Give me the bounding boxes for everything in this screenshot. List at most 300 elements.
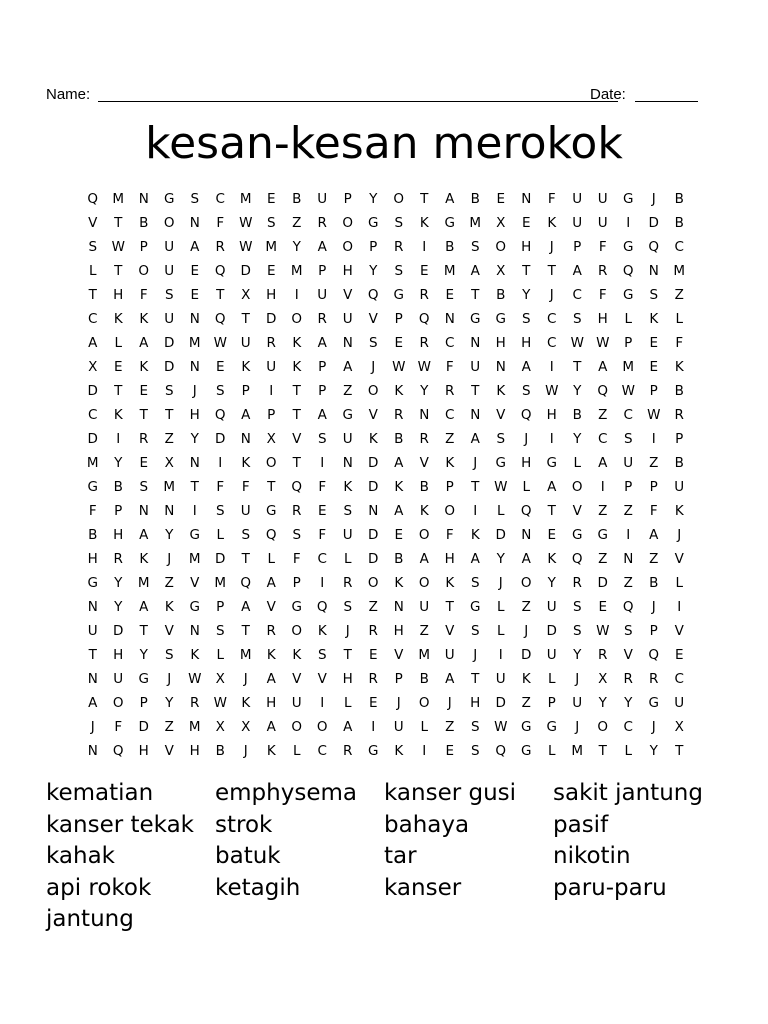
grid-letter: P — [649, 479, 658, 495]
grid-letter: B — [292, 191, 302, 207]
grid-letter: N — [495, 359, 506, 375]
grid-letter: I — [498, 647, 503, 663]
grid-letter: V — [496, 407, 506, 423]
grid-letter: I — [549, 431, 554, 447]
grid-letter: Z — [598, 407, 608, 423]
grid-letter: X — [215, 719, 225, 735]
grid-letter: U — [342, 311, 353, 327]
grid-letter: J — [243, 743, 248, 759]
grid-letter: U — [291, 695, 302, 711]
grid-letter: I — [116, 431, 121, 447]
grid-letter: M — [239, 647, 252, 663]
puzzle-title: kesan-kesan merokok — [145, 118, 623, 169]
grid-letter: L — [522, 479, 531, 495]
grid-letter: T — [241, 623, 250, 639]
grid-letter: E — [368, 647, 378, 663]
grid-letter: H — [342, 263, 353, 279]
grid-letter: Y — [369, 191, 378, 207]
grid-letter: K — [241, 359, 251, 375]
grid-letter: B — [496, 287, 506, 303]
grid-letter: M — [622, 359, 635, 375]
grid-letter: T — [471, 479, 480, 495]
grid-letter: T — [547, 503, 556, 519]
grid-letter: H — [342, 671, 353, 687]
name-field-line — [98, 101, 618, 102]
grid-letter: U — [597, 191, 608, 207]
grid-letter: U — [266, 359, 277, 375]
grid-letter: R — [394, 239, 404, 255]
grid-letter: O — [265, 455, 277, 471]
grid-letter: C — [445, 335, 455, 351]
grid-letter: L — [88, 263, 97, 279]
grid-letter: A — [88, 335, 98, 351]
grid-letter: L — [496, 599, 505, 615]
grid-letter: Q — [648, 647, 660, 663]
grid-letter: S — [292, 527, 302, 543]
grid-letter: Y — [292, 239, 301, 255]
grid-letter: S — [521, 311, 531, 327]
grid-letter: I — [371, 719, 376, 735]
grid-letter: J — [651, 599, 656, 615]
grid-letter: A — [139, 527, 149, 543]
grid-letter: Q — [316, 599, 328, 615]
grid-letter: H — [393, 623, 404, 639]
grid-letter: C — [623, 407, 633, 423]
grid-letter: U — [597, 215, 608, 231]
grid-letter: A — [343, 719, 353, 735]
grid-letter: B — [674, 215, 684, 231]
grid-letter: Y — [165, 695, 174, 711]
grid-letter: E — [419, 263, 429, 279]
grid-letter: Y — [114, 599, 123, 615]
grid-letter: V — [368, 407, 378, 423]
grid-letter: Q — [240, 575, 252, 591]
grid-letter: N — [342, 455, 353, 471]
grid-letter: M — [86, 455, 99, 471]
grid-letter: Y — [139, 647, 148, 663]
grid-letter: H — [87, 551, 98, 567]
grid-letter: T — [445, 599, 454, 615]
grid-letter: I — [192, 503, 197, 519]
grid-letter: D — [215, 551, 226, 567]
grid-letter: Y — [624, 695, 633, 711]
grid-letter: E — [598, 599, 608, 615]
grid-letter: K — [674, 359, 684, 375]
grid-letter: X — [674, 719, 684, 735]
grid-letter: X — [496, 215, 506, 231]
grid-letter: T — [88, 647, 97, 663]
grid-letter: O — [342, 215, 354, 231]
grid-letter: M — [443, 263, 456, 279]
grid-letter: C — [547, 335, 557, 351]
grid-letter: K — [470, 527, 480, 543]
grid-letter: X — [496, 263, 506, 279]
grid-letter: T — [241, 551, 250, 567]
grid-letter: L — [675, 311, 684, 327]
grid-letter: Z — [343, 383, 353, 399]
grid-letter: W — [647, 407, 661, 423]
grid-letter: I — [269, 383, 274, 399]
grid-letter: H — [266, 287, 277, 303]
grid-letter: B — [88, 527, 98, 543]
grid-letter: F — [318, 479, 327, 495]
grid-letter: Q — [214, 407, 226, 423]
grid-letter: I — [218, 455, 223, 471]
grid-letter: F — [114, 719, 123, 735]
grid-letter: O — [520, 575, 532, 591]
grid-letter: N — [368, 503, 379, 519]
grid-letter: E — [266, 263, 276, 279]
grid-letter: L — [216, 647, 225, 663]
grid-letter: Y — [190, 431, 199, 447]
grid-letter: U — [572, 215, 583, 231]
grid-letter: S — [343, 599, 353, 615]
date-label: Date: — [590, 86, 626, 103]
grid-letter: N — [470, 335, 481, 351]
grid-letter: S — [623, 431, 633, 447]
grid-letter: N — [393, 599, 404, 615]
grid-letter: W — [494, 719, 508, 735]
grid-letter: U — [342, 431, 353, 447]
grid-letter: B — [215, 743, 225, 759]
grid-letter: D — [164, 335, 175, 351]
grid-letter: U — [470, 359, 481, 375]
grid-letter: H — [546, 407, 557, 423]
grid-letter: W — [188, 671, 202, 687]
word-list-item: sakit jantung — [553, 780, 703, 806]
grid-letter: B — [394, 551, 404, 567]
grid-letter: G — [291, 599, 302, 615]
grid-letter: U — [164, 263, 175, 279]
grid-letter: Z — [674, 287, 684, 303]
grid-letter: A — [241, 599, 251, 615]
grid-letter: R — [572, 575, 582, 591]
grid-letter: K — [343, 479, 353, 495]
grid-letter: V — [266, 599, 276, 615]
grid-letter: J — [524, 623, 529, 639]
grid-letter: T — [292, 383, 301, 399]
grid-letter: U — [674, 479, 685, 495]
grid-letter: J — [651, 191, 656, 207]
grid-letter: V — [419, 455, 429, 471]
grid-letter: H — [189, 407, 200, 423]
grid-letter: R — [317, 311, 327, 327]
grid-letter: V — [317, 671, 327, 687]
grid-letter: L — [343, 551, 352, 567]
grid-letter: F — [675, 335, 684, 351]
grid-letter: H — [521, 455, 532, 471]
grid-letter: A — [470, 431, 480, 447]
word-list-item: jantung — [46, 906, 134, 932]
grid-letter: E — [317, 503, 327, 519]
grid-letter: X — [241, 287, 251, 303]
grid-letter: H — [495, 335, 506, 351]
grid-letter: R — [343, 743, 353, 759]
grid-letter: V — [292, 671, 302, 687]
grid-letter: G — [546, 719, 557, 735]
grid-letter: Y — [420, 383, 429, 399]
grid-letter: N — [87, 743, 98, 759]
grid-letter: V — [674, 623, 684, 639]
grid-letter: K — [394, 479, 404, 495]
grid-letter: E — [215, 359, 225, 375]
grid-letter: K — [292, 335, 302, 351]
grid-letter: K — [394, 575, 404, 591]
grid-letter: Z — [598, 551, 608, 567]
grid-letter: S — [470, 719, 480, 735]
word-list-item: ketagih — [215, 874, 301, 901]
grid-letter: C — [598, 431, 608, 447]
grid-letter: B — [674, 191, 684, 207]
grid-letter: R — [623, 671, 633, 687]
grid-letter: C — [88, 311, 98, 327]
grid-letter: V — [623, 647, 633, 663]
grid-letter: C — [215, 191, 225, 207]
grid-letter: A — [572, 263, 582, 279]
grid-letter: A — [190, 239, 200, 255]
grid-letter: W — [111, 239, 125, 255]
grid-letter: G — [87, 479, 98, 495]
grid-letter: T — [139, 407, 148, 423]
grid-letter: J — [243, 671, 248, 687]
grid-letter: Q — [520, 407, 532, 423]
grid-letter: R — [598, 263, 608, 279]
grid-letter: Q — [622, 599, 634, 615]
grid-letter: P — [573, 239, 582, 255]
grid-letter: O — [291, 719, 303, 735]
grid-letter: U — [419, 599, 430, 615]
grid-letter: W — [596, 623, 610, 639]
grid-letter: H — [113, 647, 124, 663]
grid-letter: A — [445, 191, 455, 207]
grid-letter: Y — [649, 743, 658, 759]
grid-letter: F — [241, 479, 250, 495]
grid-letter: S — [470, 575, 480, 591]
grid-letter: C — [623, 719, 633, 735]
grid-letter: G — [164, 191, 175, 207]
grid-letter: A — [470, 263, 480, 279]
grid-letter: P — [318, 359, 327, 375]
grid-letter: Y — [114, 575, 123, 591]
grid-letter: H — [521, 335, 532, 351]
grid-letter: W — [239, 239, 253, 255]
word-list — [46, 780, 746, 938]
grid-letter: K — [419, 503, 429, 519]
grid-letter: P — [649, 383, 658, 399]
grid-letter: H — [597, 311, 608, 327]
grid-letter: S — [394, 215, 404, 231]
word-list-item: api rokok — [46, 874, 152, 901]
grid-letter: Z — [445, 431, 455, 447]
word-list-item: bahaya — [384, 811, 470, 838]
grid-letter: F — [216, 479, 225, 495]
grid-letter: Q — [214, 311, 226, 327]
grid-letter: P — [292, 575, 301, 591]
grid-letter: H — [266, 695, 277, 711]
grid-letter: N — [189, 215, 200, 231]
grid-letter: R — [139, 431, 149, 447]
grid-letter: W — [570, 335, 584, 351]
grid-letter: D — [648, 215, 659, 231]
grid-letter: V — [292, 431, 302, 447]
grid-letter: Z — [521, 599, 531, 615]
grid-letter: E — [368, 695, 378, 711]
grid-letter: X — [164, 455, 174, 471]
grid-letter: Z — [445, 719, 455, 735]
grid-letter: S — [470, 239, 480, 255]
grid-letter: B — [649, 575, 659, 591]
grid-letter: K — [317, 623, 327, 639]
grid-letter: I — [422, 239, 427, 255]
grid-letter: J — [371, 359, 376, 375]
grid-letter: K — [266, 743, 276, 759]
grid-letter: S — [649, 287, 659, 303]
grid-letter: E — [649, 335, 659, 351]
grid-letter: W — [392, 359, 406, 375]
grid-letter: D — [87, 431, 98, 447]
grid-letter: O — [418, 527, 430, 543]
grid-letter: L — [114, 335, 123, 351]
grid-letter: T — [88, 287, 97, 303]
letter-grid — [80, 187, 692, 763]
grid-letter: O — [444, 503, 456, 519]
grid-letter: B — [419, 479, 429, 495]
grid-letter: N — [189, 311, 200, 327]
grid-letter: Y — [165, 527, 174, 543]
grid-letter: K — [547, 551, 557, 567]
grid-letter: P — [394, 671, 403, 687]
grid-letter: N — [648, 263, 659, 279]
grid-letter: R — [266, 623, 276, 639]
grid-letter: W — [545, 383, 559, 399]
word-list-item: kahak — [46, 843, 115, 869]
grid-letter: G — [189, 599, 200, 615]
grid-letter: Q — [597, 383, 609, 399]
grid-letter: V — [572, 503, 582, 519]
grid-letter: O — [571, 479, 583, 495]
grid-letter: F — [216, 215, 225, 231]
grid-letter: K — [547, 215, 557, 231]
grid-letter: S — [572, 311, 582, 327]
grid-letter: X — [88, 359, 98, 375]
grid-letter: O — [367, 383, 379, 399]
grid-letter: D — [495, 527, 506, 543]
grid-letter: Z — [368, 599, 378, 615]
grid-letter: R — [368, 671, 378, 687]
grid-letter: H — [521, 239, 532, 255]
grid-letter: T — [547, 263, 556, 279]
grid-letter: W — [239, 215, 253, 231]
grid-letter: E — [190, 287, 200, 303]
grid-letter: K — [521, 671, 531, 687]
grid-letter: N — [342, 335, 353, 351]
grid-letter: E — [394, 527, 404, 543]
grid-letter: M — [112, 191, 125, 207]
grid-letter: C — [317, 551, 327, 567]
grid-letter: X — [215, 671, 225, 687]
grid-letter: Q — [495, 743, 507, 759]
grid-letter: M — [571, 743, 584, 759]
grid-letter: L — [292, 743, 301, 759]
grid-letter: Y — [573, 431, 582, 447]
grid-letter: A — [598, 455, 608, 471]
grid-letter: U — [317, 191, 328, 207]
grid-letter: K — [419, 215, 429, 231]
grid-letter: D — [215, 431, 226, 447]
grid-letter: K — [649, 311, 659, 327]
grid-letter: K — [496, 383, 506, 399]
grid-letter: O — [138, 263, 150, 279]
grid-letter: S — [623, 623, 633, 639]
grid-letter: Z — [164, 431, 174, 447]
grid-letter: J — [575, 671, 580, 687]
grid-letter: N — [87, 599, 98, 615]
grid-letter: F — [292, 551, 301, 567]
grid-letter: S — [368, 335, 378, 351]
grid-letter: S — [139, 479, 149, 495]
grid-letter: V — [674, 551, 684, 567]
grid-letter: J — [345, 623, 350, 639]
grid-letter: M — [290, 263, 303, 279]
grid-letter: N — [240, 431, 251, 447]
grid-letter: G — [572, 527, 583, 543]
grid-letter: A — [445, 671, 455, 687]
grid-letter: P — [139, 239, 148, 255]
grid-letter: E — [190, 263, 200, 279]
grid-letter: T — [216, 287, 225, 303]
grid-letter: Q — [214, 263, 226, 279]
grid-letter: Z — [623, 575, 633, 591]
grid-letter: V — [164, 623, 174, 639]
grid-letter: A — [394, 503, 404, 519]
grid-letter: O — [418, 695, 430, 711]
grid-letter: S — [215, 623, 225, 639]
grid-letter: R — [343, 575, 353, 591]
grid-letter: C — [317, 743, 327, 759]
grid-letter: G — [623, 287, 634, 303]
word-list-item: kanser — [384, 874, 462, 901]
grid-letter: N — [138, 191, 149, 207]
grid-letter: N — [138, 503, 149, 519]
grid-letter: E — [266, 191, 276, 207]
grid-letter: U — [317, 287, 328, 303]
word-list-item: pasif — [553, 811, 609, 838]
grid-letter: T — [114, 263, 123, 279]
grid-letter: F — [445, 527, 454, 543]
grid-letter: G — [266, 503, 277, 519]
grid-letter: M — [265, 239, 278, 255]
grid-letter: U — [113, 671, 124, 687]
grid-letter: Q — [87, 191, 99, 207]
grid-letter: D — [138, 719, 149, 735]
grid-letter: B — [674, 455, 684, 471]
word-list-item: emphysema — [215, 780, 357, 806]
grid-letter: T — [139, 623, 148, 639]
grid-letter: S — [164, 287, 174, 303]
grid-letter: B — [470, 191, 480, 207]
grid-letter: O — [291, 311, 303, 327]
grid-letter: A — [266, 671, 276, 687]
grid-letter: I — [626, 215, 631, 231]
grid-letter: Y — [496, 551, 505, 567]
grid-letter: S — [394, 263, 404, 279]
grid-letter: G — [470, 311, 481, 327]
grid-letter: G — [342, 407, 353, 423]
grid-letter: R — [394, 407, 404, 423]
grid-letter: I — [677, 599, 682, 615]
grid-letter: R — [649, 671, 659, 687]
grid-letter: T — [165, 407, 174, 423]
